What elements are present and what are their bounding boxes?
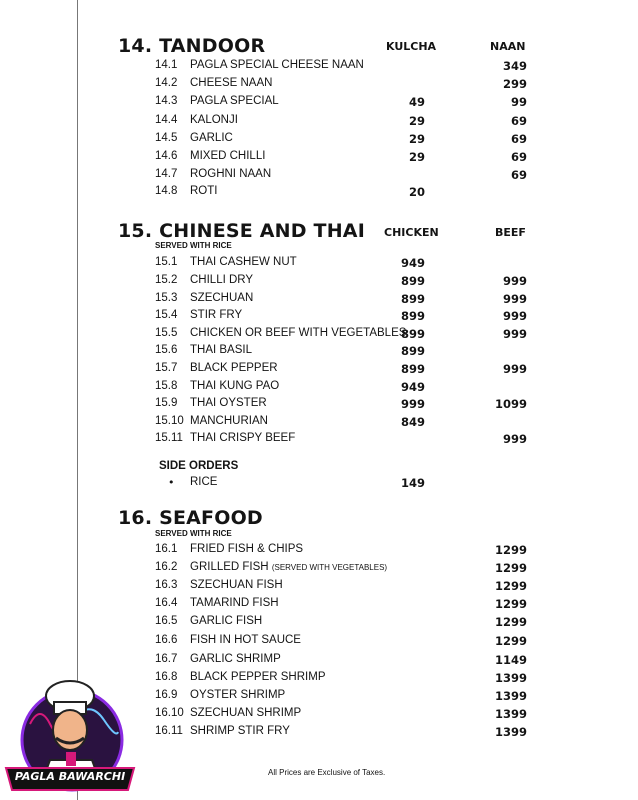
- item-number: 15.5: [155, 327, 178, 339]
- item-name-text: THAI BASIL: [190, 344, 252, 356]
- item-name-text: GARLIC SHRIMP: [190, 653, 281, 665]
- item-name-text: MANCHURIAN: [190, 415, 268, 427]
- item-number: 14.7: [155, 168, 178, 180]
- item-price-second: 1299: [494, 597, 527, 611]
- item-name-text: ROTI: [190, 185, 218, 197]
- list-item: [0, 95, 638, 111]
- item-name-text: OYSTER SHRIMP: [190, 689, 286, 701]
- item-price-first: 899: [400, 344, 425, 358]
- list-item: [0, 362, 638, 378]
- section-note: SERVED WITH RICE: [155, 241, 232, 250]
- list-item: [0, 597, 638, 613]
- item-name: [190, 671, 325, 683]
- item-number: 16.11: [155, 725, 183, 737]
- item-price-second: 999: [502, 362, 527, 376]
- item-name-text: SZECHUAN FISH: [190, 579, 283, 591]
- item-price-first: 20: [408, 185, 425, 199]
- column-header-chicken: CHICKEN: [384, 226, 439, 239]
- item-number: 16.5: [155, 615, 178, 627]
- item-number: 14.2: [155, 77, 178, 89]
- item-name-text: GARLIC FISH: [190, 615, 263, 627]
- list-item: [0, 114, 638, 130]
- item-name: [190, 344, 252, 356]
- item-number: 16.2: [155, 561, 178, 573]
- item-name: [190, 362, 278, 374]
- item-price-second: 999: [502, 292, 527, 306]
- item-number: 15.9: [155, 397, 178, 409]
- item-number: 16.1: [155, 543, 178, 555]
- column-header-beef: BEEF: [495, 226, 526, 239]
- item-price-second: 999: [502, 327, 527, 341]
- item-name: [190, 95, 279, 107]
- item-price-second: 999: [502, 274, 527, 288]
- item-name: [190, 561, 387, 573]
- list-item: [0, 615, 638, 631]
- item-price-second: 1299: [494, 634, 527, 648]
- item-price-first: 899: [400, 292, 425, 306]
- item-price-second: 1099: [494, 397, 527, 411]
- item-name: RICE: [190, 476, 218, 488]
- item-price-first: 29: [408, 132, 425, 146]
- item-number: 16.4: [155, 597, 178, 609]
- list-item: [0, 561, 638, 577]
- list-item: [0, 168, 638, 184]
- item-name: [190, 150, 265, 162]
- item-name-text: BLACK PEPPER: [190, 362, 278, 374]
- list-item: [0, 543, 638, 559]
- item-price-second: 349: [502, 59, 527, 73]
- item-name: [190, 653, 281, 665]
- list-item: [0, 274, 638, 290]
- list-item: [0, 415, 638, 431]
- item-name-text: THAI CRISPY BEEF: [190, 432, 296, 444]
- list-item: [0, 432, 638, 448]
- list-item: [0, 59, 638, 75]
- item-name-text: SHRIMP STIR FRY: [190, 725, 290, 737]
- item-price-second: 1399: [494, 707, 527, 721]
- item-number: 14.3: [155, 95, 178, 107]
- column-header-kulcha: KULCHA: [386, 40, 437, 53]
- item-name-text: THAI CASHEW NUT: [190, 256, 297, 268]
- item-name-text: TAMARIND FISH: [190, 597, 279, 609]
- item-price-first: 29: [408, 114, 425, 128]
- item-price-second: 1299: [494, 543, 527, 557]
- item-number: 15.11: [155, 432, 183, 444]
- item-number: 16.7: [155, 653, 178, 665]
- item-name: [190, 132, 233, 144]
- item-name-text: KALONJI: [190, 114, 238, 126]
- item-number: 14.4: [155, 114, 178, 126]
- item-number: 14.1: [155, 59, 178, 71]
- item-name: [190, 615, 262, 627]
- item-name: [190, 309, 242, 321]
- item-name-text: THAI KUNG PAO: [190, 380, 280, 392]
- list-item: [0, 150, 638, 166]
- item-name-text: THAI OYSTER: [190, 397, 267, 409]
- item-name-text: GARLIC: [190, 132, 233, 144]
- item-name: [190, 689, 285, 701]
- item-name: [190, 397, 267, 409]
- item-number: 14.5: [155, 132, 178, 144]
- item-number: 15.10: [155, 415, 184, 427]
- item-number: 16.6: [155, 634, 178, 646]
- list-item: [0, 256, 638, 272]
- section-title-chinese-thai: 15. CHINESE AND THAI: [118, 220, 365, 242]
- list-item: [0, 634, 638, 650]
- list-item: [0, 309, 638, 325]
- item-price-second: 69: [510, 150, 527, 164]
- item-name-text: FRIED FISH & CHIPS: [190, 543, 304, 555]
- item-price-first: 849: [400, 415, 425, 429]
- item-price-second: 1149: [494, 653, 527, 667]
- item-price-second: 999: [502, 309, 527, 323]
- pagla-bawarchi-logo: [0, 674, 140, 796]
- item-number: 15.7: [155, 362, 178, 374]
- item-name: [190, 168, 271, 180]
- item-name: [190, 114, 238, 126]
- list-item: [0, 77, 638, 93]
- list-item: [0, 579, 638, 595]
- item-name: [190, 597, 279, 609]
- item-name-text: MIXED CHILLI: [190, 150, 266, 162]
- item-price: 149: [400, 476, 425, 490]
- item-name: [190, 634, 301, 646]
- list-item: [0, 132, 638, 148]
- item-price-first: 49: [408, 95, 425, 109]
- item-name: [190, 77, 272, 89]
- list-item: [0, 327, 638, 343]
- item-name-text: CHILLI DRY: [190, 274, 254, 286]
- item-price-second: 1399: [494, 689, 527, 703]
- item-price-second: 299: [502, 77, 527, 91]
- item-number: 14.8: [155, 185, 178, 197]
- item-price-second: 69: [510, 132, 527, 146]
- item-number: 15.3: [155, 292, 178, 304]
- item-name: [190, 185, 217, 197]
- item-number: 15.8: [155, 380, 178, 392]
- item-number: 15.6: [155, 344, 178, 356]
- item-name-text: PAGLA SPECIAL: [190, 95, 279, 107]
- bullet-icon: •: [168, 476, 175, 489]
- item-price-second: 1299: [494, 615, 527, 629]
- item-name-text: SZECHUAN: [190, 292, 254, 304]
- section-title-seafood: 16. SEAFOOD: [118, 507, 263, 529]
- item-price-second: 69: [510, 114, 527, 128]
- item-price-first: 949: [400, 256, 425, 270]
- item-name-text: CHICKEN OR BEEF WITH VEGETABLES: [190, 327, 407, 339]
- item-number: 15.2: [155, 274, 178, 286]
- list-item: [0, 292, 638, 308]
- item-name: [190, 380, 279, 392]
- item-price-second: 69: [510, 168, 527, 182]
- item-name: [190, 707, 301, 719]
- item-number: 16.8: [155, 671, 178, 683]
- tax-footnote: All Prices are Exclusive of Taxes.: [268, 768, 386, 777]
- item-number: 16.10: [155, 707, 184, 719]
- list-item: [0, 476, 638, 492]
- item-number: 15.1: [155, 256, 178, 268]
- item-price-first: 949: [400, 380, 425, 394]
- list-item: [0, 185, 638, 201]
- item-name-text: GRILLED FISH: [190, 561, 269, 573]
- item-name: [190, 432, 295, 444]
- item-name: [190, 59, 364, 71]
- item-name: [190, 327, 406, 339]
- item-name-text: BLACK PEPPER SHRIMP: [190, 671, 326, 683]
- logo-text: PAGLA BAWARCHI: [14, 770, 126, 783]
- list-item: [0, 397, 638, 413]
- item-price-second: 1399: [494, 671, 527, 685]
- item-name: [190, 415, 268, 427]
- item-name-text: PAGLA SPECIAL CHEESE NAAN: [190, 59, 364, 71]
- section-note: SERVED WITH RICE: [155, 529, 232, 538]
- item-name: [190, 256, 297, 268]
- item-name-text: CHEESE NAAN: [190, 77, 273, 89]
- item-price-first: 999: [400, 397, 425, 411]
- item-name: [190, 725, 290, 737]
- list-item: [0, 653, 638, 669]
- item-number: 14.6: [155, 150, 178, 162]
- item-price-first: 899: [400, 274, 425, 288]
- item-name-text: STIR FRY: [190, 309, 243, 321]
- item-name: [190, 579, 283, 591]
- item-name: [190, 292, 253, 304]
- list-item: [0, 380, 638, 396]
- item-name-note: (SERVED WITH VEGETABLES): [271, 563, 388, 572]
- item-price-second: 1299: [494, 561, 527, 575]
- item-name: [190, 543, 303, 555]
- item-price-second: 999: [502, 432, 527, 446]
- item-name-text: ROGHNI NAAN: [190, 168, 272, 180]
- side-orders-heading: SIDE ORDERS: [159, 460, 239, 472]
- item-price-second: 1399: [494, 725, 527, 739]
- item-name-text: SZECHUAN SHRIMP: [190, 707, 302, 719]
- item-price-first: 899: [400, 362, 425, 376]
- item-number: 16.3: [155, 579, 178, 591]
- column-header-naan: NAAN: [490, 40, 526, 53]
- item-price-first: 29: [408, 150, 425, 164]
- item-price-first: 899: [400, 327, 425, 341]
- item-name: [190, 274, 253, 286]
- item-number: 15.4: [155, 309, 178, 321]
- item-name-text: FISH IN HOT SAUCE: [190, 634, 301, 646]
- item-number: 16.9: [155, 689, 178, 701]
- list-item: [0, 344, 638, 360]
- item-price-second: 99: [510, 95, 527, 109]
- item-price-second: 1299: [494, 579, 527, 593]
- item-price-first: 899: [400, 309, 425, 323]
- section-title-tandoor: 14. TANDOOR: [118, 35, 266, 57]
